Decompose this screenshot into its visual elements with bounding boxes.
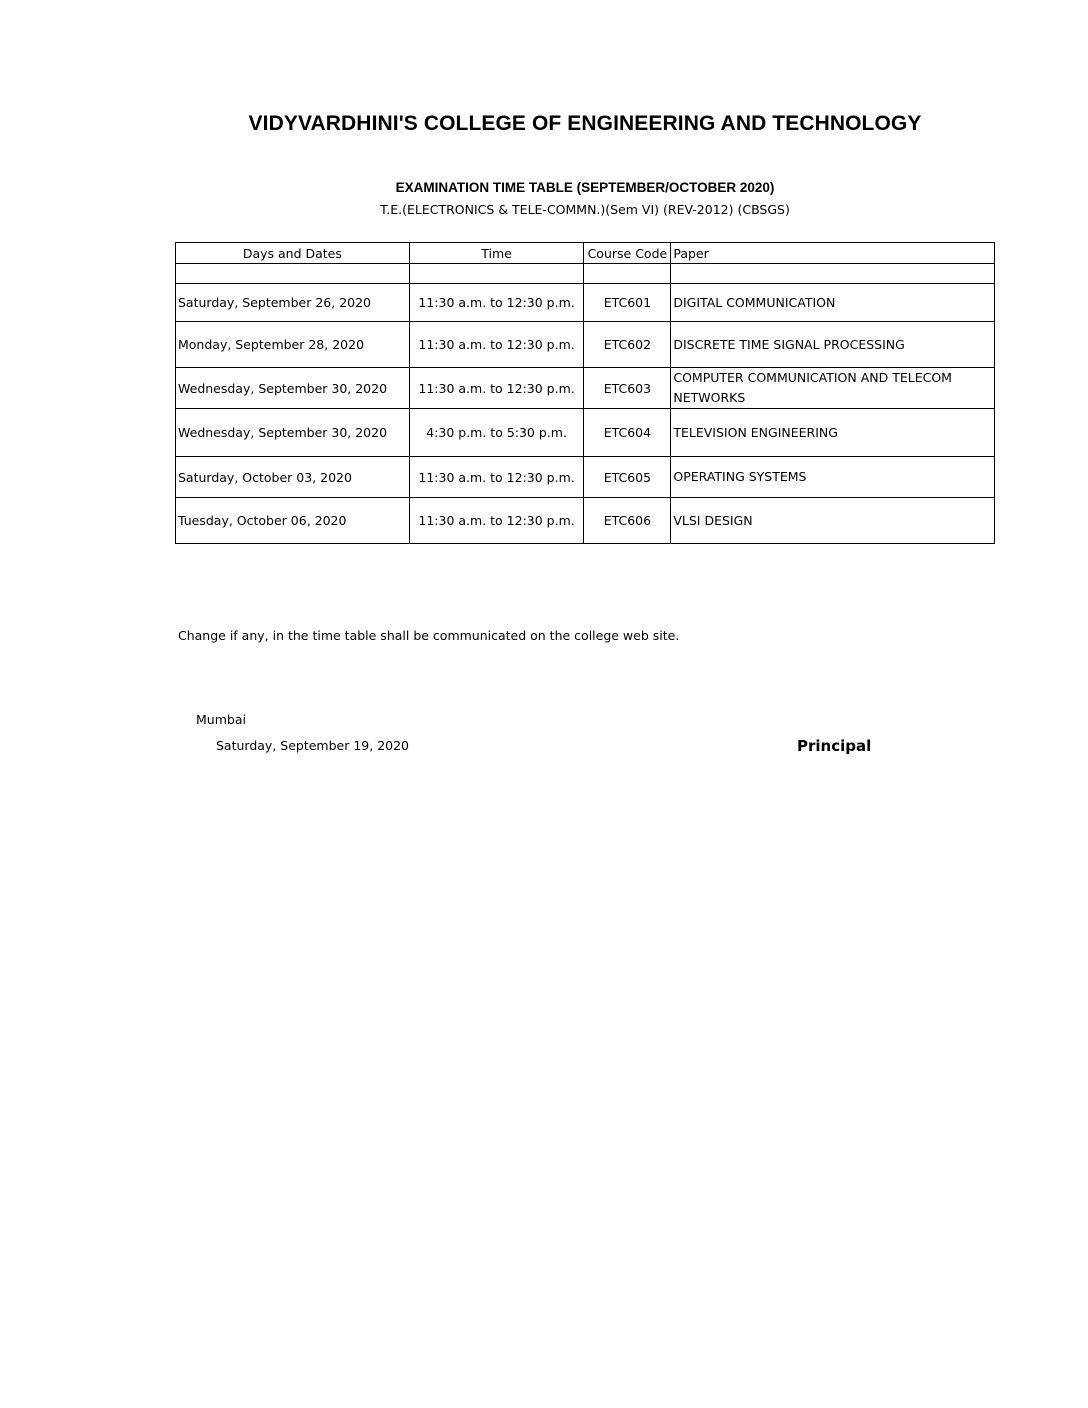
column-header-date: Days and Dates — [176, 243, 410, 264]
course-code: ETC605 — [584, 457, 671, 498]
paper-name: COMPUTER COMMUNICATION AND TELECOM NETWORKS — [671, 368, 995, 409]
paper-name: TELEVISION ENGINEERING — [671, 409, 995, 457]
paper-name: DISCRETE TIME SIGNAL PROCESSING — [671, 322, 995, 368]
course-code: ETC602 — [584, 322, 671, 368]
column-header-time: Time — [409, 243, 584, 264]
exam-date: Wednesday, September 30, 2020 — [176, 409, 410, 457]
table-row — [176, 368, 995, 409]
exam-time: 11:30 a.m. to 12:30 p.m. — [409, 368, 584, 409]
program-line: T.E.(ELECTRONICS & TELE-COMMN.)(Sem VI) (REV-2012) (CBSGS) — [380, 202, 790, 217]
college-title: VIDYVARDHINI'S COLLEGE OF ENGINEERING AND TECHNOLOGY — [248, 112, 922, 135]
table-row — [176, 322, 995, 368]
table-row — [176, 457, 995, 498]
table-header-row — [176, 243, 995, 264]
course-code: ETC606 — [584, 498, 671, 544]
exam-time: 11:30 a.m. to 12:30 p.m. — [409, 284, 584, 322]
exam-time: 11:30 a.m. to 12:30 p.m. — [409, 498, 584, 544]
table-row — [176, 498, 995, 544]
column-header-paper: Paper — [671, 243, 995, 264]
exam-time: 4:30 p.m. to 5:30 p.m. — [409, 409, 584, 457]
exam-time: 11:30 a.m. to 12:30 p.m. — [409, 457, 584, 498]
exam-date: Saturday, October 03, 2020 — [176, 457, 410, 498]
exam-date: Tuesday, October 06, 2020 — [176, 498, 410, 544]
table-row — [176, 409, 995, 457]
table-row — [176, 284, 995, 322]
column-header-code: Course Code — [584, 243, 671, 264]
issue-date: Saturday, September 19, 2020 — [216, 738, 410, 753]
signatory-title: Principal — [797, 737, 872, 755]
table-spacer-row — [176, 264, 995, 284]
timetable — [175, 242, 995, 544]
exam-date: Wednesday, September 30, 2020 — [176, 368, 410, 409]
course-code: ETC604 — [584, 409, 671, 457]
course-code: ETC603 — [584, 368, 671, 409]
place-name: Mumbai — [196, 712, 246, 727]
change-notice: Change if any, in the time table shall be communicated on the college web site. — [178, 628, 680, 643]
paper-name: OPERATING SYSTEMS — [671, 457, 995, 498]
exam-title: EXAMINATION TIME TABLE (SEPTEMBER/OCTOBER 2020) — [395, 180, 775, 195]
paper-name: DIGITAL COMMUNICATION — [671, 284, 995, 322]
exam-date: Saturday, September 26, 2020 — [176, 284, 410, 322]
paper-name: VLSI DESIGN — [671, 498, 995, 544]
course-code: ETC601 — [584, 284, 671, 322]
exam-date: Monday, September 28, 2020 — [176, 322, 410, 368]
exam-time: 11:30 a.m. to 12:30 p.m. — [409, 322, 584, 368]
